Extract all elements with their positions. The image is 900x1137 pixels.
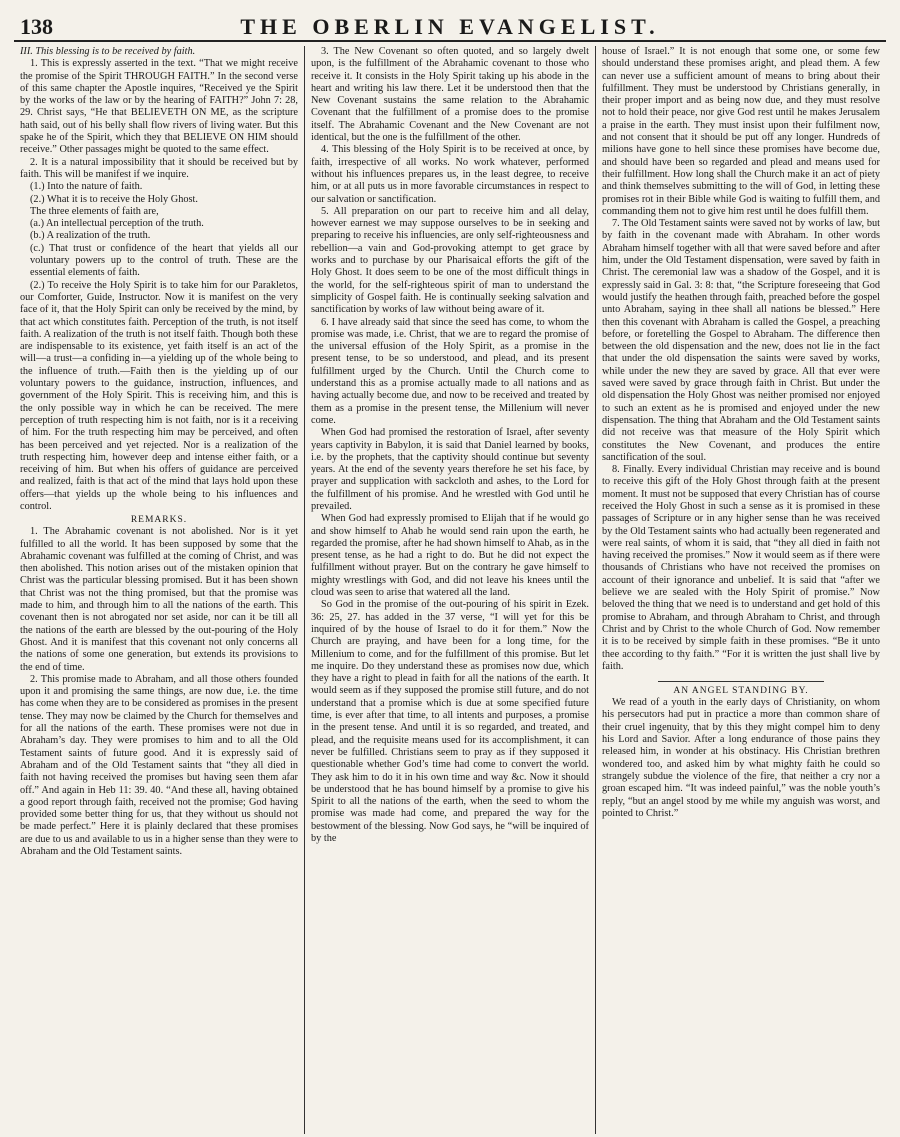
paragraph: (2.) To receive the Holy Spirit is to take him for our Parakletos, our Comforter, Guide, Instructor. Now it is manifest on the very face of it, that the Holy Spirit can only be received by the mind, by that act which constitutes faith. Perception of the truth, is not itself faith. A realization of the truth is not itself faith. Though both these are indispensable to its existence, yet faith itself is an act of the will—a trust—a confiding in—a yielding up of the whole being to the influence of truth.—Faith then is the yielding up of our voluntary powers to the guidance, instruction, influences, and government of the Holy Spirit. This is receiving him, and this is the only possible way in which he can be received. The mere perception of truth respecting him is not faith, nor is it a receiving of him. For the truth respecting him may be perceived, and often has been perceived and yet rejected. Nor is a realization of the truth respecting him, however deep and intense either faith, or a receiving of him. But when his offers of guidance are perceived and realized, faith is that act of the mind that lays hold upon these offers—that yields up the whole being to his influences and control.	[20, 279, 298, 512]
list-item: (a.) An intellectual perception of the truth.	[30, 218, 204, 230]
article-divider	[658, 681, 825, 682]
list-item: (c.) That trust or confidence of the heart that yields all our voluntary powers up to the control of truth. These are the essential elements of faith.	[30, 242, 298, 279]
paragraph: When God had promised the restoration of Israel, after seventy years captivity in Babylon, it is said that Daniel learned by books, i.e. by the prophets, that the captivity should continue but seventy years. At the end of the seventy years therefore he set his face, by prayer and supplication with sackcloth and ashes, to the Lord for the fulfillment of his promise. And he wrestled with God until he prevailed.	[311, 427, 589, 512]
remarks-heading: REMARKS.	[130, 515, 188, 526]
paragraph: 2. This promise made to Abraham, and all those others founded upon it and promising the same things, are now due, i.e. the time has come when they are to be considered as promises in the present tense. They may now be claimed by the Church for themselves and for all the nations of the earth. These promises were not due in Abraham’s day. They were promises to him and to all the Old Testament saints of future good. And it is expressly said of Abraham and of the Old Testament saints that “they all died in faith not having received the promises but having seen them afar off.” And again in Heb 11: 39. 40. “And these all, having obtained a good report through faith, received not the promise; God having provided some better thing for us, that they without us should not be made perfect.” Here it is plainly declared that these promises are due to us and available to us in a higher sense than they were to Abraham and the Old Testament saints.	[20, 673, 298, 857]
paragraph: We read of a youth in the early days of Christianity, on whom his persecutors had put in practice a more than common share of their cruel ingenuity, that by this they might compel him to deny his Lord and Savior. After a long endurance of those pains they released him, in wonder at his obstinacy. His Christian brethren wondered too, and asked him by what mighty faith he could so strangely subdue the violence of the fire, that neither a cry nor a groan escaped him. “It was indeed painful,” was the noble youth’s reply, “but an angel stood by me while my anguish was worst, and pointed to Christ.”	[602, 697, 880, 819]
paragraph: house of Israel.” It is not enough that some one, or some few should understand these promises aright, and plead them. A few can never use a sufficient amount of means to bring about their fulfillment. They must be understood by Christians generally, in their proper import and as being now due, and they must resolve not to hold their peace, nor give God rest until he makes Jerusalem a praise in the earth. They must insist upon their fulfilment now, and not consent that it should be put off any longer. Hundreds of milions have gone to hell since these promises have become due, and should have been so regarded and plead and means used for their fulfillment. How long shall the Church make it an act of piety and think themselves submitting to the will of God, in letting these promises rot in their Bible while God is waiting to fulfill them, and commanding them not to give him rest until he does fulfill them.	[602, 46, 880, 217]
list-item: (2.) What it is to receive the Holy Ghost.	[30, 193, 198, 205]
paragraph: 1. This is expressly asserted in the text. “That we might receive the promise of the Spirit THROUGH FAITH.” In the second verse of this same chapter the Apostle inquires, “Received ye the Spirit by the works of the law or by the hearing of FAITH?” John 7: 28, 29. Christ says, “He that BELIEVETH ON ME, as the scripture hath said, out of his belly shall flow rivers of living water. But this spake he of the Spirit, which they that BELIEVE ON HIM should receive.” Other passages might be quoted to the same effect.	[20, 58, 298, 156]
list-item: (b.) A realization of the truth.	[30, 230, 151, 242]
page-number: 138	[20, 14, 53, 39]
article-columns	[14, 46, 886, 1134]
paragraph: When God had expressly promised to Elijah that if he would go and show himself to Ahab he would send rain upon the earth, he regarded the promise, after he had shown himself to Ahab, as in the present tense, as he had a right to do. But he did not expect the fulfillment without prayer. But on the contrary he gave himself to mighty wrestlings with God, and did not leave his knees until the cloud was seen to arise that watered all the land.	[311, 513, 589, 599]
section-title: III. This blessing is to be received by faith.	[20, 46, 196, 57]
page-header	[14, 14, 886, 42]
masthead-title: THE OBERLIN EVANGELIST.	[240, 14, 660, 39]
column-3	[595, 46, 886, 1134]
paragraph: 1. The Abrahamic covenant is not abolished. Nor is it yet fulfilled to all the world. It has been supposed by some that the Abrahamic covenant was fulfilled at the coming of Christ, and was then abolished. This notion arises out of the mistaken opinion that Christ was the particular blessing promised. But it has been shown that Christ was not the thing promised, but that the promise was made to him, and through him to all the nations of the earth. This covenant then is not abrogated nor set aside, nor can it be till all the nations of the earth are blessed by the out-pouring of the Holy Ghost. And it is manifest that this covenant not only concerns all the nations of some one generation, but extends its provisions to the end of time.	[20, 526, 298, 673]
list-item: (1.) Into the nature of faith.	[30, 181, 143, 193]
article-heading: AN ANGEL STANDING BY.	[673, 686, 809, 697]
paragraph: So God in the promise of the out-pouring of his spirit in Ezek. 36: 25, 27. has added in the 37 verse, “I will yet for this be inquired of by the house of Israel to do it for them.” Now the Church are praying, and have been for a long time, for the Millenium to come, and for the fulfillment of this promise. But let me inquire. Do they understand these as promises now due, which they have a right to plead in faith for all the nations of the earth. It would seem as if they supposed the promise still future, and do not understand that a promise which is due at some specified future time, is ever after that time, to all intents and purposes, a promise in the present tense. And until it is so regarded, and treated, and plead, and the requisite means used for its accomplishment, it can never be fulfilled. Christians seem to pray as if they supposed it questionable whether God’s time had come to convert the world. They ask him to do it in his own time and way &c. Now it should be understood that he has bound himself by a promise to give his Spirit to all the nations of the earth, when the seed to whom the promise was made had come, and prepared the way for the bestowment of the blessing. Now God says, he “will be inquired of by the	[311, 599, 589, 844]
paragraph: 4. This blessing of the Holy Spirit is to be received at once, by faith, irrespective of all works. No work whatever, performed without his influences prepares us, in the least degree, to receive him, or at all puts us in more favorable circumstances in respect to our salvation or sanctification.	[311, 144, 589, 205]
column-2	[304, 46, 595, 1134]
column-1	[14, 46, 304, 1134]
paragraph: 8. Finally. Every individual Christian may receive and is bound to receive this gift of the Holy Ghost through faith at the present moment. It must not be supposed that every Christian has of course received the Holy Ghost in such a sense as it is promised in these passages of Scripture or in any higher sense than he was received by the Old Testament saints who had actually been regenerated and were real saints, of whom it is said, that “they all died in faith not having received the promises.” Now it would seem as if there were thousands of Christians who have not received the promises on account of their ignorance and unbelief. It is said that “after we believe we are sealed with the Holy Spirit of promise.” Now beloved the thing that we need is to understand and get hold of this promise to Abraham, and through Abraham to Christ, and through Christ and by Christ to the whole Church of God. Now remember it is to be received by simple faith in these promises. “Be it unto thee according to thy faith.” “For it is written the just shall live by faith.	[602, 464, 880, 672]
list-item: The three elements of faith are,	[30, 205, 159, 217]
paragraph: 7. The Old Testament saints were saved not by works of law, but by faith in the covenant made with Abraham. In other words Abraham himself together with all that were saved before and after him, under the Old Testament dispensation, were saved by faith in Christ. The ceremonial law was a shadow of the Gospel, and it is expressly said in Gal. 3: 8: that, “the Scripture foreseeing that God would justify the heathen through faith, preached before the gospel unto Abraham, saying in thee shall all nations be blessed.” Here then this covenant with Abraham is called the Gospel, a preaching before, or foretelling the Gospel to Abraham. The difference then between the old dispensation and the new, does not lie in the fact that under the old dispensation the saints were saved by works, while under the new they are saved by grace. All that ever were saved were saved by grace through faith in Christ. But under the old dispensation the Holy Ghost was neither promised nor enjoyed to such an extent as he is promised and enjoyed under the new dispensation. The thing that Abraham and the Old Testament saints did not receive was that measure of the Holy Spirit which constitutes the New Covenant, and produces the entire sanctification of the soul.	[602, 218, 880, 463]
paragraph: 5. All preparation on our part to receive him and all delay, however earnest we may suppose ourselves to be in seeking and preparing to receive his influencies, are only self-righteousness and rebellion—a vain and God-provoking attempt to get grace by works and to purchase by our Pharisaical efforts the gift of the Holy Ghost. It does seem to be one of the most difficult things in the world, for the self-righteous spirit of man to understand the simplicity of Gospel faith. He is continually seeking salvation and sanctification by works of law without being aware of it.	[311, 205, 589, 316]
paragraph: 2. It is a natural impossibility that it should be received but by faith. This will be manifest if we inquire.	[20, 156, 298, 180]
paragraph: 6. I have already said that since the seed has come, to whom the promise was made, i.e. Christ, that we are to regard the promise of the universal effusion of the Holy Spirit, as a promise in the present tense, to be so understood, and plead, and its present fulfillment urged by the Church. Until the Church come to understand this as a promise actually made to all nations and as having actually become due, and now to be received and treated by them as a promise in the present tense, the Millenium will never come.	[311, 316, 589, 426]
paragraph: 3. The New Covenant so often quoted, and so largely dwelt upon, is the fulfillment of the Abrahamic covenant to those who receive it. It consists in the Holy Spirit taking up his abode in the heart and writing his law there. Let it be understood then that the New Covenant sustains the same relation to the Abrahamic Covenant that the fulfillment of a promise does to the promise itself. The Abrahamic Covenant and the New Covenant are not identical, but the one is the fulfillment of the other.	[311, 46, 589, 144]
